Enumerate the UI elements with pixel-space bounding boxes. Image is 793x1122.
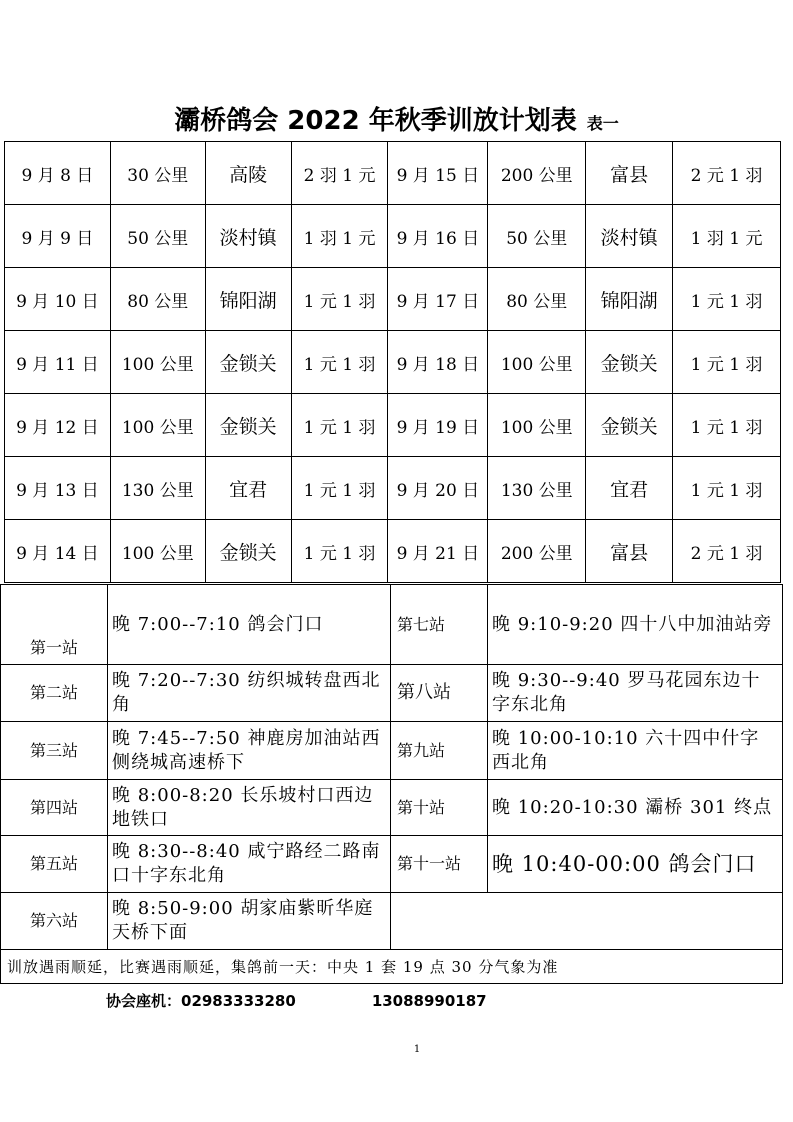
- schedule-date-cell: 9 月 18 日: [388, 331, 488, 394]
- station-8-label: 第八站: [391, 665, 488, 722]
- page-number: 1: [413, 1044, 421, 1055]
- station-11-label: 第十一站: [391, 836, 488, 893]
- schedule-distance-cell: 100 公里: [110, 520, 205, 583]
- table-row: [1, 585, 783, 665]
- schedule-place-cell: 锦阳湖: [586, 268, 673, 331]
- schedule-date-cell: 9 月 16 日: [388, 205, 488, 268]
- schedule-date-cell: 9 月 12 日: [5, 394, 111, 457]
- schedule-place-cell: 金锁关: [586, 331, 673, 394]
- schedule-place-cell: 富县: [586, 520, 673, 583]
- schedule-place-cell: 金锁关: [205, 394, 291, 457]
- schedule-date-cell: 9 月 10 日: [5, 268, 111, 331]
- table-row: [1, 836, 783, 893]
- table-row: [1, 893, 783, 950]
- table-row: [1, 722, 783, 780]
- schedule-fee-cell: 2 元 1 羽: [673, 520, 781, 583]
- station-2-label: 第二站: [1, 665, 108, 722]
- schedule-fee-cell: 1 羽 1 元: [291, 205, 388, 268]
- schedule-distance-cell: 130 公里: [488, 457, 586, 520]
- empty-cell: [391, 893, 783, 950]
- station-7-label: 第七站: [391, 585, 488, 665]
- station-10-label: 第十站: [391, 780, 488, 836]
- table-row: [1, 780, 783, 836]
- station-2-desc: 晚 7:20--7:30 纺织城转盘西北角: [108, 665, 391, 722]
- schedule-fee-cell: 1 元 1 羽: [673, 268, 781, 331]
- schedule-place-cell: 宜君: [205, 457, 291, 520]
- schedule-date-cell: 9 月 20 日: [388, 457, 488, 520]
- schedule-distance-cell: 100 公里: [488, 394, 586, 457]
- station-6-desc: 晚 8:50-9:00 胡家庙紫昕华庭天桥下面: [108, 893, 391, 950]
- table-row: [5, 457, 781, 520]
- schedule-table: [4, 141, 781, 583]
- schedule-distance-cell: 130 公里: [110, 457, 205, 520]
- schedule-date-cell: 9 月 11 日: [5, 331, 111, 394]
- station-5-label: 第五站: [1, 836, 108, 893]
- schedule-place-cell: 金锁关: [205, 520, 291, 583]
- table-row: [5, 331, 781, 394]
- schedule-date-cell: 9 月 15 日: [388, 142, 488, 205]
- schedule-date-cell: 9 月 13 日: [5, 457, 111, 520]
- schedule-distance-cell: 200 公里: [488, 142, 586, 205]
- schedule-place-cell: 金锁关: [205, 331, 291, 394]
- station-3-label: 第三站: [1, 722, 108, 780]
- title-main: 灞桥鸽会 2022 年秋季训放计划表: [174, 106, 577, 136]
- table-row: [5, 142, 781, 205]
- schedule-distance-cell: 50 公里: [110, 205, 205, 268]
- schedule-fee-cell: 1 元 1 羽: [291, 268, 388, 331]
- table-row: [5, 268, 781, 331]
- page-title: [0, 100, 793, 137]
- contact-info: [106, 990, 487, 1011]
- station-9-desc: 晚 10:00-10:10 六十四中什字西北角: [488, 722, 783, 780]
- schedule-place-cell: 金锁关: [586, 394, 673, 457]
- schedule-place-cell: 高陵: [205, 142, 291, 205]
- station-7-desc: 晚 9:10-9:20 四十八中加油站旁: [488, 585, 783, 665]
- schedule-fee-cell: 1 元 1 羽: [291, 331, 388, 394]
- station-10-desc: 晚 10:20-10:30 灞桥 301 终点: [488, 780, 783, 836]
- station-4-desc: 晚 8:00-8:20 长乐坡村口西边地铁口: [108, 780, 391, 836]
- station-8-desc: 晚 9:30--9:40 罗马花园东边十字东北角: [488, 665, 783, 722]
- station-4-label: 第四站: [1, 780, 108, 836]
- table-row: [5, 520, 781, 583]
- station-1-desc: 晚 7:00--7:10 鸽会门口: [108, 585, 391, 665]
- schedule-place-cell: 宜君: [586, 457, 673, 520]
- table-row: [5, 205, 781, 268]
- schedule-date-cell: 9 月 14 日: [5, 520, 111, 583]
- stations-table: [0, 584, 783, 984]
- schedule-distance-cell: 30 公里: [110, 142, 205, 205]
- station-6-label: 第六站: [1, 893, 108, 950]
- schedule-date-cell: 9 月 19 日: [388, 394, 488, 457]
- schedule-fee-cell: 1 元 1 羽: [291, 394, 388, 457]
- schedule-fee-cell: 1 元 1 羽: [291, 520, 388, 583]
- schedule-distance-cell: 100 公里: [110, 331, 205, 394]
- table-row: [1, 665, 783, 722]
- schedule-place-cell: 富县: [586, 142, 673, 205]
- station-11-desc: 晚 10:40-00:00 鸽会门口: [488, 836, 783, 893]
- schedule-place-cell: 锦阳湖: [205, 268, 291, 331]
- schedule-distance-cell: 100 公里: [110, 394, 205, 457]
- schedule-distance-cell: 200 公里: [488, 520, 586, 583]
- station-1-label: 第一站: [1, 585, 108, 665]
- schedule-place-cell: 淡村镇: [205, 205, 291, 268]
- title-suffix: 表一: [586, 114, 619, 133]
- schedule-fee-cell: 1 元 1 羽: [673, 457, 781, 520]
- schedule-fee-cell: 2 元 1 羽: [673, 142, 781, 205]
- schedule-distance-cell: 100 公里: [488, 331, 586, 394]
- schedule-place-cell: 淡村镇: [586, 205, 673, 268]
- schedule-fee-cell: 1 羽 1 元: [673, 205, 781, 268]
- station-9-label: 第九站: [391, 722, 488, 780]
- schedule-date-cell: 9 月 8 日: [5, 142, 111, 205]
- schedule-distance-cell: 80 公里: [488, 268, 586, 331]
- schedule-date-cell: 9 月 9 日: [5, 205, 111, 268]
- schedule-fee-cell: 1 元 1 羽: [673, 394, 781, 457]
- table-row: [1, 950, 783, 984]
- schedule-distance-cell: 80 公里: [110, 268, 205, 331]
- table-row: [5, 394, 781, 457]
- schedule-fee-cell: 2 羽 1 元: [291, 142, 388, 205]
- landline-number: 协会座机：02983333280: [106, 992, 296, 1010]
- mobile-number: 13088990187: [371, 992, 487, 1010]
- schedule-distance-cell: 50 公里: [488, 205, 586, 268]
- station-5-desc: 晚 8:30--8:40 咸宁路经二路南口十字东北角: [108, 836, 391, 893]
- schedule-date-cell: 9 月 17 日: [388, 268, 488, 331]
- schedule-fee-cell: 1 元 1 羽: [291, 457, 388, 520]
- schedule-date-cell: 9 月 21 日: [388, 520, 488, 583]
- station-3-desc: 晚 7:45--7:50 神鹿房加油站西侧绕城高速桥下: [108, 722, 391, 780]
- weather-note: 训放遇雨顺延，比赛遇雨顺延，集鸽前一天：中央 1 套 19 点 30 分气象为准: [1, 950, 783, 984]
- schedule-fee-cell: 1 元 1 羽: [673, 331, 781, 394]
